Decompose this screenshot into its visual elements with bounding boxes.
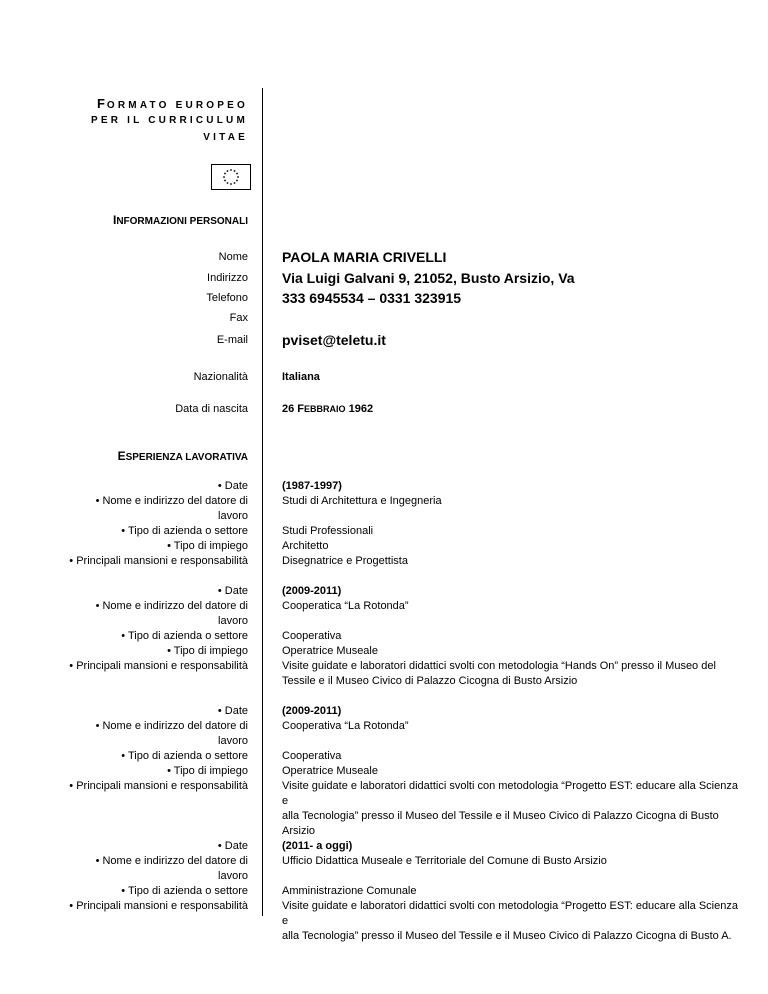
entry-3-sector: Cooperativa: [282, 750, 342, 762]
date-label: • Date: [217, 840, 248, 852]
entry-2-duties-line2: Tessile e il Museo Civico di Palazzo Cicogna di Busto Arsizio: [282, 675, 578, 687]
entry-1-date: (1987-1997): [282, 480, 342, 492]
employer-label: • Nome e indirizzo del datore di: [95, 720, 248, 732]
experience-heading: ESPERIENZA LAVORATIVA: [117, 449, 248, 463]
employer-label: • Nome e indirizzo del datore di: [95, 495, 248, 507]
job-type-label: • Tipo di impiego: [167, 645, 248, 657]
entry-4-labels: [60, 839, 248, 914]
nazionalita-value: Italiana: [282, 371, 320, 383]
duties-label: • Principali mansioni e responsabilità: [69, 660, 248, 672]
sector-label: • Tipo di azienda o settore: [121, 885, 248, 897]
date-label: • Date: [217, 705, 248, 717]
email-value: pviset@teletu.it: [282, 332, 386, 348]
eu-flag-icon: [211, 164, 251, 190]
nascita-label: Data di nascita: [175, 403, 248, 415]
job-type-label: • Tipo di impiego: [167, 765, 248, 777]
entry-1-labels: [60, 479, 248, 569]
entry-2-job-type: Operatrice Museale: [282, 645, 378, 657]
entry-2-date: (2009-2011): [282, 585, 342, 597]
entry-1-employer: Studi di Architettura e Ingegneria: [282, 495, 442, 507]
date-label: • Date: [217, 480, 248, 492]
entry-3-duties: [282, 779, 742, 839]
entry-2-labels: [60, 584, 248, 674]
employer-label-cont: lavoro: [218, 870, 248, 882]
entry-1-job-type: Architetto: [282, 540, 329, 552]
entry-3-duties-line1: Visite guidate e laboratori didattici svolti con metodologia “Progetto EST: educare alla Scienza e: [282, 780, 738, 807]
nazionalita-label: Nazionalità: [193, 371, 248, 383]
indirizzo-value: Via Luigi Galvani 9, 21052, Busto Arsizio, Va: [282, 270, 575, 286]
nome-value: PAOLA MARIA CRIVELLI: [282, 249, 447, 265]
indirizzo-label: Indirizzo: [207, 272, 248, 284]
column-divider: [262, 88, 263, 916]
job-type-label: • Tipo di impiego: [167, 540, 248, 552]
entry-4-duties: [282, 899, 742, 944]
fax-label: Fax: [229, 312, 248, 324]
entry-2-duties-line1: Visite guidate e laboratori didattici svolti con metodologia “Hands On” presso il Museo del: [282, 660, 716, 672]
entry-3-date: (2009-2011): [282, 705, 342, 717]
employer-label: • Nome e indirizzo del datore di: [95, 600, 248, 612]
entry-4-sector: Amministrazione Comunale: [282, 885, 417, 897]
employer-label-cont: lavoro: [218, 510, 248, 522]
entry-1-sector: Studi Professionali: [282, 525, 374, 537]
entry-3-duties-line3: Arsizio: [282, 825, 316, 837]
duties-label: • Principali mansioni e responsabilità: [69, 555, 248, 567]
date-label: • Date: [217, 585, 248, 597]
sector-label: • Tipo di azienda o settore: [121, 525, 248, 537]
employer-label-cont: lavoro: [218, 735, 248, 747]
entry-3-duties-line2: alla Tecnologia” presso il Museo del Tessile e il Museo Civico di Palazzo Cicogna di Busto: [282, 810, 719, 822]
sector-label: • Tipo di azienda o settore: [121, 630, 248, 642]
entry-4-duties-line2: alla Tecnologia” presso il Museo del Tessile e il Museo Civico di Palazzo Cicogna di Busto A.: [282, 930, 732, 942]
entry-3-employer: Cooperativa “La Rotonda”: [282, 720, 409, 732]
entry-2-sector: Cooperativa: [282, 630, 342, 642]
entry-2-employer: Cooperatica “La Rotonda”: [282, 600, 409, 612]
entry-2-duties: [282, 659, 742, 689]
nascita-value: 26 FEBBRAIO 1962: [282, 403, 374, 415]
personal-info-heading: INFORMAZIONI PERSONALI: [112, 213, 248, 227]
header-title-line1: FORMATO EUROPEO: [96, 96, 248, 111]
duties-label: • Principali mansioni e responsabilità: [69, 780, 248, 792]
email-label: E-mail: [216, 334, 248, 346]
telefono-label: Telefono: [206, 292, 248, 304]
duties-label: • Principali mansioni e responsabilità: [69, 900, 248, 912]
employer-label: • Nome e indirizzo del datore di: [95, 855, 248, 867]
entry-1-duties: Disegnatrice e Progettista: [282, 555, 408, 567]
entry-3-job-type: Operatrice Museale: [282, 765, 378, 777]
header-title-line2: PER IL CURRICULUM: [91, 115, 248, 126]
employer-label-cont: lavoro: [218, 615, 248, 627]
sector-label: • Tipo di azienda o settore: [121, 750, 248, 762]
header-title-line3: VITAE: [203, 132, 248, 143]
telefono-value: 333 6945534 – 0331 323915: [282, 290, 462, 306]
entry-4-employer: Ufficio Didattica Museale e Territoriale del Comune di Busto Arsizio: [282, 855, 607, 867]
entry-4-duties-line1: Visite guidate e laboratori didattici svolti con metodologia “Progetto EST: educare alla Scienza e: [282, 900, 738, 927]
nome-label: Nome: [218, 251, 248, 263]
entry-4-date: (2011- a oggi): [282, 840, 353, 852]
entry-3-labels: [60, 704, 248, 794]
